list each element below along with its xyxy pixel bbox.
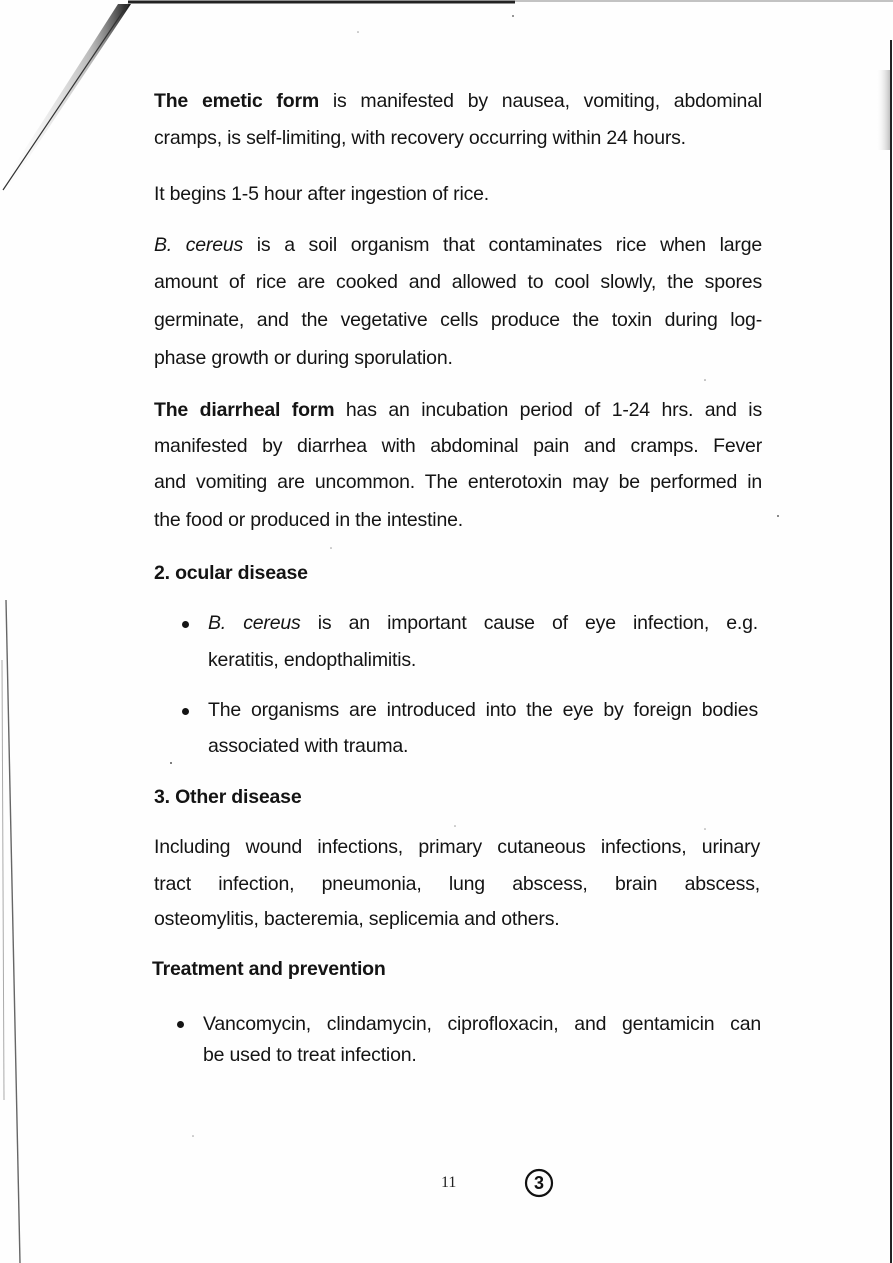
organism-name: B. cereus: [154, 234, 244, 256]
diarrheal-form-line-1: The diarrheal form has an incubation period of 1-24 hrs. and is: [154, 399, 762, 421]
organism-name: B. cereus: [208, 612, 301, 634]
onset-line: It begins 1-5 hour after ingestion of rice.: [154, 183, 490, 205]
other-disease-line-3: osteomylitis, bacteremia, seplicemia and others.: [154, 908, 560, 930]
ocular-bullet-1-line-2: keratitis, endopthalimitis.: [208, 649, 417, 671]
emetic-form-line-1: The emetic form is manifested by nausea, vomiting, abdominal: [154, 90, 762, 112]
diarrheal-form-line-2: manifested by diarrhea with abdominal pain and cramps. Fever: [154, 435, 762, 457]
emetic-form-term: The emetic form: [154, 90, 319, 112]
other-disease-heading: 3. Other disease: [154, 786, 302, 808]
emetic-form-line-2: cramps, is self-limiting, with recovery occurring within 24 hours.: [154, 127, 686, 149]
treatment-bullet-line-2: be used to treat infection.: [203, 1044, 417, 1066]
handwritten-circled-number: [524, 1168, 554, 1198]
diarrheal-form-line-4: the food or produced in the intestine.: [154, 509, 463, 531]
cereus-paragraph-line-2: amount of rice are cooked and allowed to cool slowly, the spores: [154, 271, 762, 293]
bullet-icon: [177, 1021, 184, 1028]
other-disease-line-2: tract infection, pneumonia, lung abscess, brain abscess,: [154, 873, 760, 895]
other-disease-line-1: Including wound infections, primary cutaneous infections, urinary: [154, 836, 760, 858]
page-number: 11: [441, 1174, 457, 1191]
ocular-bullet-1-line-1: B. cereus is an important cause of eye infection, e.g.: [208, 612, 758, 634]
ocular-bullet-2-line-1: The organisms are introduced into the eye by foreign bodies: [208, 699, 758, 721]
handwritten-number-text: 3: [533, 1173, 545, 1193]
treatment-heading: Treatment and prevention: [152, 958, 386, 980]
bullet-icon: [182, 708, 189, 715]
bullet-icon: [182, 621, 189, 628]
diarrheal-form-line-3: and vomiting are uncommon. The enterotoxin may be performed in: [154, 471, 762, 493]
cereus-paragraph-line-3: germinate, and the vegetative cells produce the toxin during log-: [154, 309, 762, 331]
ocular-disease-heading: 2. ocular disease: [154, 562, 308, 584]
cereus-paragraph-line-1: B. cereus is a soil organism that contaminates rice when large: [154, 234, 763, 256]
cereus-paragraph-line-4: phase growth or during sporulation.: [154, 347, 453, 369]
ocular-bullet-2-line-2: associated with trauma.: [208, 735, 409, 757]
treatment-bullet-line-1: Vancomycin, clindamycin, ciprofloxacin, and gentamicin can: [203, 1013, 761, 1035]
diarrheal-form-term: The diarrheal form: [154, 399, 335, 421]
